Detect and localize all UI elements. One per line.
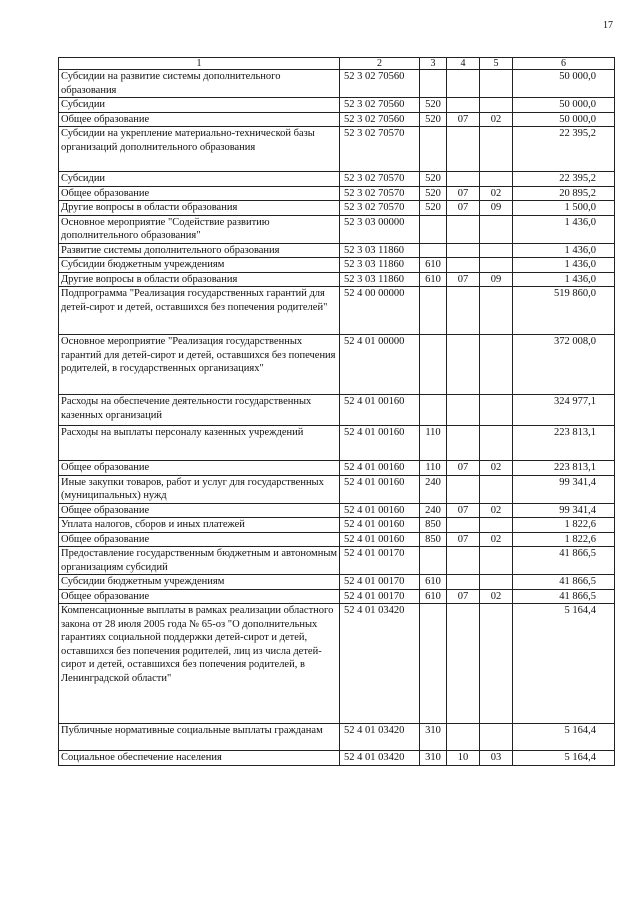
row-amount: 1 436,0: [513, 243, 615, 258]
row-code: 52 4 01 03420: [340, 724, 420, 751]
table-row: [59, 127, 615, 172]
col-header-5: 5: [480, 58, 513, 70]
row-section: [447, 127, 480, 172]
row-amount: 1 500,0: [513, 201, 615, 216]
table-row: [59, 172, 615, 187]
row-code: 52 3 03 00000: [340, 215, 420, 243]
row-subsection: [480, 172, 513, 187]
row-expense-type: 310: [420, 724, 447, 751]
row-amount: 50 000,0: [513, 70, 615, 98]
row-subsection: 02: [480, 112, 513, 127]
row-section: [447, 724, 480, 751]
row-amount: 372 008,0: [513, 335, 615, 395]
row-expense-type: [420, 70, 447, 98]
col-header-1: 1: [59, 58, 340, 70]
table-row: [59, 258, 615, 273]
row-name: Иные закупки товаров, работ и услуг для государственных (муниципальных) нужд: [59, 475, 340, 503]
row-expense-type: 610: [420, 272, 447, 287]
row-name: Расходы на обеспечение деятельности государственных казенных организаций: [59, 395, 340, 426]
row-code: 52 4 01 00160: [340, 518, 420, 533]
row-name: Основное мероприятие "Содействие развитию дополнительного образования": [59, 215, 340, 243]
row-amount: 1 436,0: [513, 258, 615, 273]
row-subsection: [480, 724, 513, 751]
row-amount: 50 000,0: [513, 98, 615, 113]
row-expense-type: 520: [420, 186, 447, 201]
row-section: [447, 70, 480, 98]
row-expense-type: [420, 215, 447, 243]
row-expense-type: 850: [420, 518, 447, 533]
row-code: 52 4 00 00000: [340, 287, 420, 335]
row-subsection: 02: [480, 186, 513, 201]
row-name: Другие вопросы в области образования: [59, 272, 340, 287]
row-section: [447, 335, 480, 395]
row-section: [447, 547, 480, 575]
row-amount: 50 000,0: [513, 112, 615, 127]
row-amount: 223 813,1: [513, 426, 615, 461]
row-section: 07: [447, 201, 480, 216]
row-section: 07: [447, 186, 480, 201]
col-header-4: 4: [447, 58, 480, 70]
table-row: [59, 532, 615, 547]
table-row: [59, 461, 615, 476]
row-name: Субсидии бюджетным учреждениям: [59, 258, 340, 273]
row-amount: 519 860,0: [513, 287, 615, 335]
row-code: 52 3 02 70560: [340, 112, 420, 127]
row-expense-type: 310: [420, 751, 447, 766]
row-amount: 1 822,6: [513, 518, 615, 533]
row-code: 52 3 03 11860: [340, 272, 420, 287]
row-subsection: [480, 604, 513, 724]
row-subsection: 03: [480, 751, 513, 766]
table-row: [59, 201, 615, 216]
row-code: 52 4 01 00160: [340, 426, 420, 461]
row-name: Субсидии: [59, 98, 340, 113]
table-row: [59, 335, 615, 395]
row-section: 07: [447, 503, 480, 518]
row-amount: 5 164,4: [513, 724, 615, 751]
row-amount: 5 164,4: [513, 604, 615, 724]
row-expense-type: 110: [420, 426, 447, 461]
row-expense-type: 610: [420, 589, 447, 604]
row-name: Общее образование: [59, 532, 340, 547]
row-code: 52 3 03 11860: [340, 243, 420, 258]
row-subsection: [480, 258, 513, 273]
table-row: [59, 475, 615, 503]
table-row: [59, 724, 615, 751]
row-code: 52 4 01 03420: [340, 604, 420, 724]
row-section: [447, 426, 480, 461]
row-section: [447, 287, 480, 335]
row-code: 52 4 01 00170: [340, 547, 420, 575]
row-amount: 223 813,1: [513, 461, 615, 476]
row-amount: 22 395,2: [513, 172, 615, 187]
row-code: 52 4 01 00160: [340, 475, 420, 503]
row-subsection: [480, 243, 513, 258]
row-code: 52 3 02 70570: [340, 127, 420, 172]
row-name: Общее образование: [59, 589, 340, 604]
row-subsection: [480, 98, 513, 113]
row-section: [447, 575, 480, 590]
row-subsection: 09: [480, 272, 513, 287]
row-amount: 41 866,5: [513, 589, 615, 604]
row-name: Общее образование: [59, 461, 340, 476]
row-subsection: [480, 215, 513, 243]
row-subsection: [480, 127, 513, 172]
row-section: [447, 172, 480, 187]
row-subsection: 09: [480, 201, 513, 216]
table-row: [59, 272, 615, 287]
row-subsection: [480, 70, 513, 98]
table-row: [59, 70, 615, 98]
row-section: [447, 395, 480, 426]
table-row: [59, 547, 615, 575]
row-code: 52 3 02 70560: [340, 98, 420, 113]
row-name: Общее образование: [59, 112, 340, 127]
table-row: [59, 426, 615, 461]
table-header-row: [59, 58, 615, 70]
row-section: [447, 475, 480, 503]
table-row: [59, 604, 615, 724]
row-code: 52 4 01 00160: [340, 532, 420, 547]
row-expense-type: [420, 287, 447, 335]
row-subsection: [480, 547, 513, 575]
row-section: [447, 258, 480, 273]
row-expense-type: 520: [420, 172, 447, 187]
row-expense-type: [420, 243, 447, 258]
row-amount: 41 866,5: [513, 575, 615, 590]
row-code: 52 4 01 00170: [340, 589, 420, 604]
row-section: 10: [447, 751, 480, 766]
row-name: Развитие системы дополнительного образования: [59, 243, 340, 258]
table-row: [59, 395, 615, 426]
row-code: 52 3 02 70560: [340, 70, 420, 98]
row-subsection: [480, 426, 513, 461]
row-amount: 41 866,5: [513, 547, 615, 575]
row-expense-type: 610: [420, 258, 447, 273]
row-subsection: [480, 475, 513, 503]
row-subsection: 02: [480, 461, 513, 476]
row-name: Субсидии на развитие системы дополнительного образования: [59, 70, 340, 98]
row-code: 52 3 02 70570: [340, 186, 420, 201]
row-expense-type: 520: [420, 98, 447, 113]
row-expense-type: 110: [420, 461, 447, 476]
row-expense-type: [420, 604, 447, 724]
row-subsection: 02: [480, 589, 513, 604]
table-row: [59, 518, 615, 533]
table-row: [59, 98, 615, 113]
row-section: [447, 215, 480, 243]
row-amount: 20 895,2: [513, 186, 615, 201]
row-amount: 324 977,1: [513, 395, 615, 426]
row-name: Уплата налогов, сборов и иных платежей: [59, 518, 340, 533]
row-section: [447, 518, 480, 533]
row-expense-type: 520: [420, 112, 447, 127]
row-code: 52 3 02 70570: [340, 201, 420, 216]
col-header-3: 3: [420, 58, 447, 70]
row-name: Подпрограмма "Реализация государственных гарантий для детей-сирот и детей, оставшихся без попечения родителей": [59, 287, 340, 335]
table-row: [59, 751, 615, 766]
row-section: 07: [447, 532, 480, 547]
row-amount: 22 395,2: [513, 127, 615, 172]
row-code: 52 4 01 00160: [340, 395, 420, 426]
row-subsection: [480, 395, 513, 426]
row-expense-type: 850: [420, 532, 447, 547]
row-name: Субсидии на укрепление материально-технической базы организаций дополнительного образования: [59, 127, 340, 172]
row-name: Публичные нормативные социальные выплаты гражданам: [59, 724, 340, 751]
table-row: [59, 215, 615, 243]
row-section: 07: [447, 461, 480, 476]
row-name: Субсидии бюджетным учреждениям: [59, 575, 340, 590]
table-row: [59, 575, 615, 590]
row-subsection: 02: [480, 532, 513, 547]
row-subsection: [480, 518, 513, 533]
row-code: 52 4 01 00000: [340, 335, 420, 395]
row-subsection: [480, 287, 513, 335]
row-amount: 5 164,4: [513, 751, 615, 766]
row-code: 52 3 03 11860: [340, 258, 420, 273]
budget-table: [58, 57, 615, 766]
table-body: [59, 70, 615, 766]
table-row: [59, 112, 615, 127]
row-code: 52 4 01 00170: [340, 575, 420, 590]
row-amount: 1 436,0: [513, 215, 615, 243]
row-section: 07: [447, 272, 480, 287]
row-expense-type: 240: [420, 503, 447, 518]
row-code: 52 4 01 00160: [340, 461, 420, 476]
col-header-6: 6: [513, 58, 615, 70]
row-subsection: 02: [480, 503, 513, 518]
row-name: Предоставление государственным бюджетным и автономным организациям субсидий: [59, 547, 340, 575]
row-section: 07: [447, 112, 480, 127]
page-number: 17: [603, 20, 613, 31]
row-section: [447, 98, 480, 113]
row-expense-type: 240: [420, 475, 447, 503]
row-subsection: [480, 575, 513, 590]
row-amount: 99 341,4: [513, 503, 615, 518]
row-code: 52 4 01 03420: [340, 751, 420, 766]
row-expense-type: [420, 395, 447, 426]
row-expense-type: 520: [420, 201, 447, 216]
row-expense-type: 610: [420, 575, 447, 590]
row-name: Основное мероприятие "Реализация государственных гарантий для детей-сирот и детей, оставшихся без попечения родителей, в государственных организациях": [59, 335, 340, 395]
row-name: Расходы на выплаты персоналу казенных учреждений: [59, 426, 340, 461]
row-code: 52 3 02 70570: [340, 172, 420, 187]
row-name: Другие вопросы в области образования: [59, 201, 340, 216]
table-row: [59, 287, 615, 335]
row-amount: 1 822,6: [513, 532, 615, 547]
row-name: Общее образование: [59, 503, 340, 518]
row-name: Компенсационные выплаты в рамках реализации областного закона от 28 июля 2005 года № 65-оз "О дополнительных гарантиях социальной поддержки детей-сирот и детей, оставшихся без попечения родителей, лиц из числа детей-сирот и детей, оставшихся без попечения родителей, в Ленинградской области": [59, 604, 340, 724]
row-name: Общее образование: [59, 186, 340, 201]
row-subsection: [480, 335, 513, 395]
row-name: Социальное обеспечение населения: [59, 751, 340, 766]
row-section: [447, 243, 480, 258]
row-expense-type: [420, 335, 447, 395]
row-section: 07: [447, 589, 480, 604]
row-expense-type: [420, 547, 447, 575]
row-code: 52 4 01 00160: [340, 503, 420, 518]
row-section: [447, 604, 480, 724]
table-row: [59, 186, 615, 201]
row-amount: 99 341,4: [513, 475, 615, 503]
row-expense-type: [420, 127, 447, 172]
table-row: [59, 503, 615, 518]
col-header-2: 2: [340, 58, 420, 70]
row-name: Субсидии: [59, 172, 340, 187]
table-row: [59, 243, 615, 258]
row-amount: 1 436,0: [513, 272, 615, 287]
table-row: [59, 589, 615, 604]
